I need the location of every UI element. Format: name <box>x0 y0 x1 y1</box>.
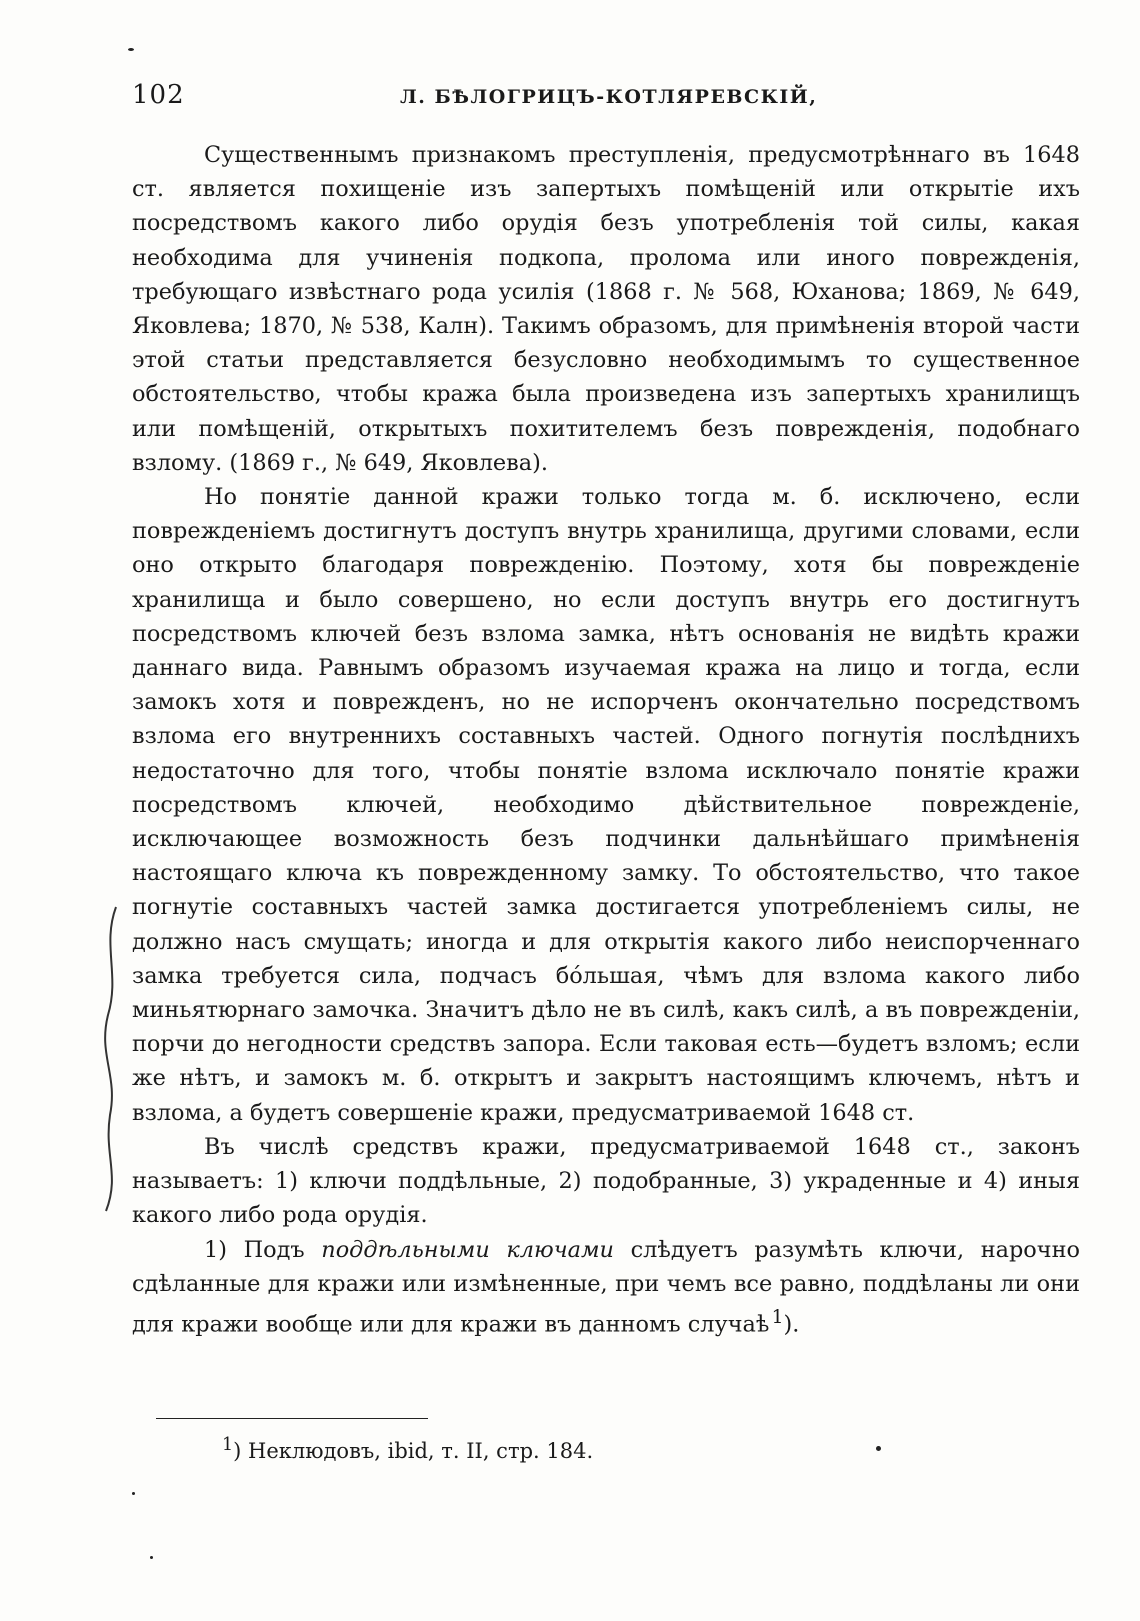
page-number: 102 <box>132 80 185 110</box>
footnote <box>222 1430 593 1466</box>
ink-speck <box>150 1556 153 1559</box>
footnote-reference: 1 <box>771 1306 784 1328</box>
ink-speck <box>132 1492 135 1495</box>
ink-speck <box>876 1446 881 1451</box>
footnote-mark: 1 <box>222 1435 234 1455</box>
paragraph-4 <box>132 1233 1080 1342</box>
paragraph-2: Но понятіе данной кражи только тогда м. б. исключено, если поврежденіемъ достигнутъ доступъ внутрь хранилища, другими словами, если оно открыто благодаря поврежденію. Поэтому, хотя бы поврежденіе хранилища и было совершено, но если доступъ внутрь его достигнутъ посредствомъ ключей безъ взлома замка, нѣтъ основанія не видѣть кражи даннаго вида. Равнымъ образомъ изучаемая кража на лицо и тогда, если замокъ хотя и поврежденъ, но не испорченъ окончательно посредствомъ взлома его внутреннихъ составныхъ частей. Одного погнутія послѣднихъ недостаточно для того, чтобы понятіе взлома исключало понятіе кражи посредствомъ ключей, необходимо дѣйствительное поврежденіе, исключающее возможность безъ подчинки дальнѣйшаго примѣненія настоящаго ключа къ поврежденному замку. То обстоятельство, что такое погнутіе составныхъ частей замка достигается употребленіемъ силы, не должно насъ смущать; иногда и для открытія какого либо неиспорченнаго замка требуется сила, подчасъ бóльшая, чѣмъ для взлома какого либо миньятюрнаго замочка. Значитъ дѣло не въ силѣ, какъ силѣ, а въ поврежденіи, порчи до негодности средствъ запора. Если таковая есть—будетъ взломъ; если же нѣтъ, и замокъ м. б. открытъ и закрытъ настоящимъ ключемъ, нѣтъ и взлома, а будетъ совершеніе кражи, предусматриваемой 1648 ст. <box>132 484 1080 1126</box>
footnote-text: ) Неклюдовъ, ibid, т. II, стр. 184. <box>233 1439 594 1463</box>
body-text <box>132 138 1080 1342</box>
ink-speck <box>128 48 134 51</box>
paragraph-1: Существеннымъ признакомъ преступленія, предусмотрѣннаго въ 1648 ст. является похищеніе изъ запертыхъ помѣщеній или открытіе ихъ посредствомъ какого либо орудія безъ употребленія той силы, какая необходима для учиненія подкопа, пролома или иного поврежденія, требующаго извѣстнаго рода усилія (1868 г. № 568, Юханова; 1869, № 649, Яковлева; 1870, № 538, Калн). Такимъ образомъ, для примѣненія второй части этой статьи представляется безусловно необходимымъ то существенное обстоятельство, чтобы кража была произведена изъ запертыхъ хранилищъ или помѣщеній, открытыхъ похитителемъ безъ поврежденія, подобнаго взлому. (1869 г., № 649, Яковлева). <box>132 142 1080 476</box>
page-header <box>132 80 1082 120</box>
paragraph-4-italic-term: поддѣльными ключами <box>321 1236 614 1263</box>
paragraph-4-rest: слѣдуетъ разумѣть ключи, нарочно сдѣланные для кражи или измѣненные, при чемъ все равно, поддѣланы ли они для кражи вообще или для кражи въ данномъ случаѣ <box>132 1236 1080 1338</box>
paragraph-4-end: ). <box>783 1311 800 1338</box>
margin-brace-mark <box>96 905 126 1215</box>
running-head: Л. БѢЛОГРИЦЪ-КОТЛЯРЕВСКІЙ, <box>400 86 818 108</box>
paragraph-4-lead: 1) Подъ <box>204 1236 322 1263</box>
footnote-divider <box>156 1418 428 1419</box>
paragraph-3: Въ числѣ средствъ кражи, предусматриваемой 1648 ст., законъ называетъ: 1) ключи поддѣльные, 2) подобранные, 3) украденные и 4) иныя какого либо рода орудія. <box>132 1133 1080 1229</box>
